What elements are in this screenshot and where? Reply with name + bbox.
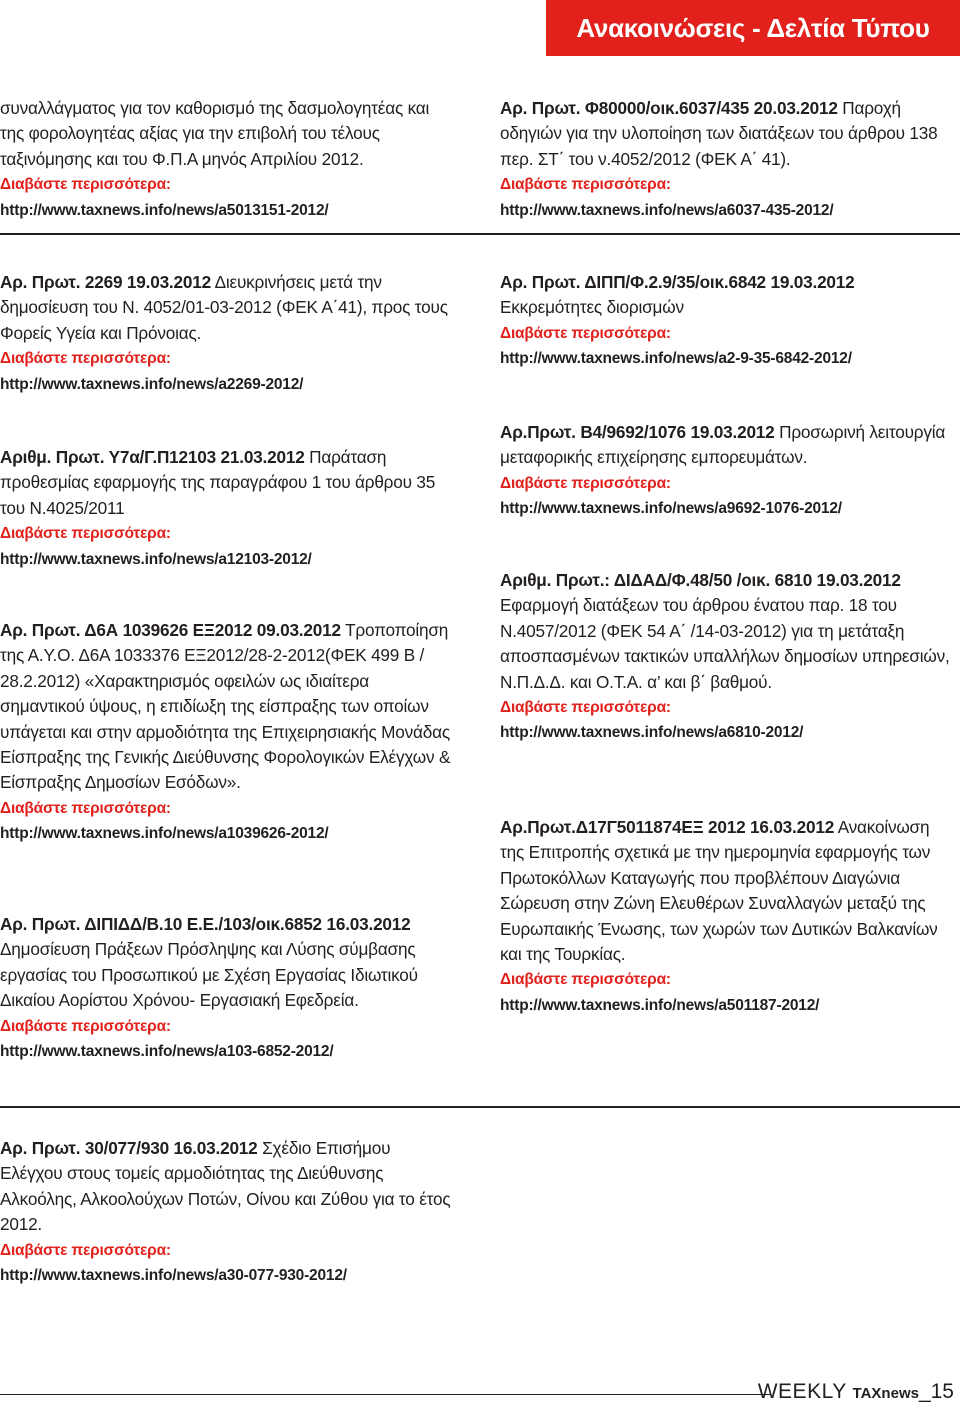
page-footer [758,1380,954,1404]
announcement-text: Εφαρμογή διατάξεων του άρθρου ένατου παρ. 18 του Ν.4057/2012 (ΦΕΚ 54 Α΄ /14-03-2012) για τη μετάταξη αποσπασμένων τακτικών υπαλλήλων δημοσίων υπηρεσιών, Ν.Π.Δ.Δ. και Ο.Τ.Α. α’ και β΄ βαθμού. [500,595,950,692]
read-more-label: Διαβάστε περισσότερα: [500,699,671,717]
announcement-text: Προσωρινή λειτουργία μεταφορικής επιχείρησης εμπορευμάτων. [500,422,946,468]
announcement-3 [0,270,455,397]
footer-weekly: WEEKLY [757,1380,847,1403]
footer-rule [0,1394,770,1395]
protocol-number: Αριθμ. Πρωτ. Υ7α/Γ.Π12103 21.03.2012 [0,447,305,467]
announcement-text: Τροποποίηση της Α.Υ.Ο. Δ6Α 1033376 ΕΞ2012/28-2-2012(ΦΕΚ 499 Β / 28.2.2012) «Χαρακτηρισμός οφειλών ως ιδιαίτερα σημαντικού ύψους, η επιδίωξη της είσπραξης των οποίων υπάγεται και στην αρμοδιότητα της Επιχειρησιακής Μονάδας Είσπραξης της Γενικής Διεύθυνσης Φορολογικών Ελέγχων & Είσπραξης Δημοσίων Εσόδων». [0,620,451,793]
announcement-link[interactable]: http://www.taxnews.info/news/a9692-1076-2012/ [500,500,842,518]
announcement-link[interactable]: http://www.taxnews.info/news/a6037-435-2012/ [500,201,834,219]
read-more-label: Διαβάστε περισσότερα: [0,1241,171,1259]
announcement-link[interactable]: http://www.taxnews.info/news/a6810-2012/ [500,724,804,742]
announcement-link[interactable]: http://www.taxnews.info/news/a2-9-35-6842-2012/ [500,350,852,368]
announcement-link[interactable]: http://www.taxnews.info/news/a1039626-2012/ [0,825,329,843]
announcement-link[interactable]: http://www.taxnews.info/news/a30-077-930-2012/ [0,1267,347,1285]
announcement-7 [0,618,455,847]
section-title: Ανακοινώσεις - Δελτία Τύπου [546,0,960,56]
announcement-11 [0,1136,455,1288]
protocol-number: Αρ. Πρωτ. 2269 19.03.2012 [0,272,211,292]
announcement-link[interactable]: http://www.taxnews.info/news/a5013151-2012/ [0,201,329,219]
announcement-5 [0,445,455,572]
announcement-6 [500,420,952,522]
announcement-link[interactable]: http://www.taxnews.info/news/a2269-2012/ [0,375,304,393]
announcement-text: Σχέδιο Επισήμου Ελέγχου στους τομείς αρμοδιότητας της Διεύθυνσης Αλκοόλης, Αλκοολούχων Ποτών, Οίνου και Ζύθου για το έτος 2012. [0,1138,451,1235]
announcement-text: Εκκρεμότητες διορισμών [500,297,684,318]
footer-brand: TAXnews [852,1385,919,1402]
announcement-text: Διευκρινήσεις μετά την δημοσίευση του Ν. 4052/01-03-2012 (ΦΕΚ Α΄41), προς τους Φορείς Υγεία και Πρόνοιας. [0,272,448,343]
page-number: _15 [918,1380,954,1403]
announcement-link[interactable]: http://www.taxnews.info/news/a12103-2012/ [0,550,312,568]
read-more-label: Διαβάστε περισσότερα: [0,350,171,368]
protocol-number: Αρ. Πρωτ. Δ6Α 1039626 ΕΞ2012 09.03.2012 [0,620,341,640]
announcement-text: Ανακοίνωση της Επιτροπής σχετικά με την ημερομηνία εφαρμογής των Πρωτοκόλλων Καταγωγής που προβλέπουν Διαγώνια Σώρευση στην Ζώνη Ελευθέρων Συναλλαγών μεταξύ της Ευρωπαικής Ένωσης, των χωρών των Δυτικών Βαλκανίων και της Τουρκίας. [500,817,938,965]
announcement-link[interactable]: http://www.taxnews.info/news/a103-6852-2012/ [0,1043,334,1061]
announcement-text: Δημοσίευση Πράξεων Πρόσληψης και Λύσης σύμβασης εργασίας του Προσωπικού με Σχέση Εργασίας Ιδιωτικού Δικαίου Αορίστου Χρόνου- Εργασιακή Εφεδρεία. [0,939,418,1011]
announcement-text: Παροχή οδηγιών για την υλοποίηση των διατάξεων του άρθρου 138 περ. ΣΤ΄ του ν.4052/2012 (ΦΕΚ Α΄ 41). [500,98,938,169]
announcement-link[interactable]: http://www.taxnews.info/news/a501187-2012/ [500,996,820,1014]
announcement-10 [500,815,952,1018]
read-more-label: Διαβάστε περισσότερα: [500,971,671,989]
divider [0,233,960,235]
protocol-number: Αρ.Πρωτ. Β4/9692/1076 19.03.2012 [500,422,775,442]
protocol-number: Αρ. Πρωτ. ΔΙΠΠ/Φ.2.9/35/οικ.6842 19.03.2012 [500,272,855,292]
read-more-label: Διαβάστε περισσότερα: [0,799,171,817]
read-more-label: Διαβάστε περισσότερα: [500,176,671,194]
read-more-label: Διαβάστε περισσότερα: [0,525,171,543]
announcement-2 [500,96,952,223]
protocol-number: Αρ. Πρωτ. 30/077/930 16.03.2012 [0,1138,258,1158]
announcement-text: συναλλάγματος για τον καθορισμό της δασμολογητέας και της φορολογητέας αξίας για την επιβολή του τέλους ταξινόμησης και του Φ.Π.Α μηνός Απριλίου 2012. [0,98,430,169]
divider [0,1106,960,1108]
read-more-label: Διαβάστε περισσότερα: [500,324,671,342]
read-more-label: Διαβάστε περισσότερα: [500,474,671,492]
protocol-number: Αρ. Πρωτ. ΔΙΠΙΔΔ/Β.10 Ε.Ε./103/οικ.6852 16.03.2012 [0,914,411,934]
announcement-1 [0,96,455,223]
announcement-8 [500,568,952,746]
announcement-4 [500,270,952,372]
announcement-text: Παράταση προθεσμίας εφαρμογής της παραγράφου 1 του άρθρου 35 του Ν.4025/2011 [0,447,436,518]
read-more-label: Διαβάστε περισσότερα: [0,176,171,194]
protocol-number: Αρ.Πρωτ.Δ17Γ5011874ΕΞ 2012 16.03.2012 [500,817,835,837]
announcement-9 [0,912,455,1064]
protocol-number: Αρ. Πρωτ. Φ80000/οικ.6037/435 20.03.2012 [500,98,838,118]
read-more-label: Διαβάστε περισσότερα: [0,1017,171,1035]
protocol-number: Αριθμ. Πρωτ.: ΔΙΔΑΔ/Φ.48/50 /οικ. 6810 19.03.2012 [500,570,901,590]
